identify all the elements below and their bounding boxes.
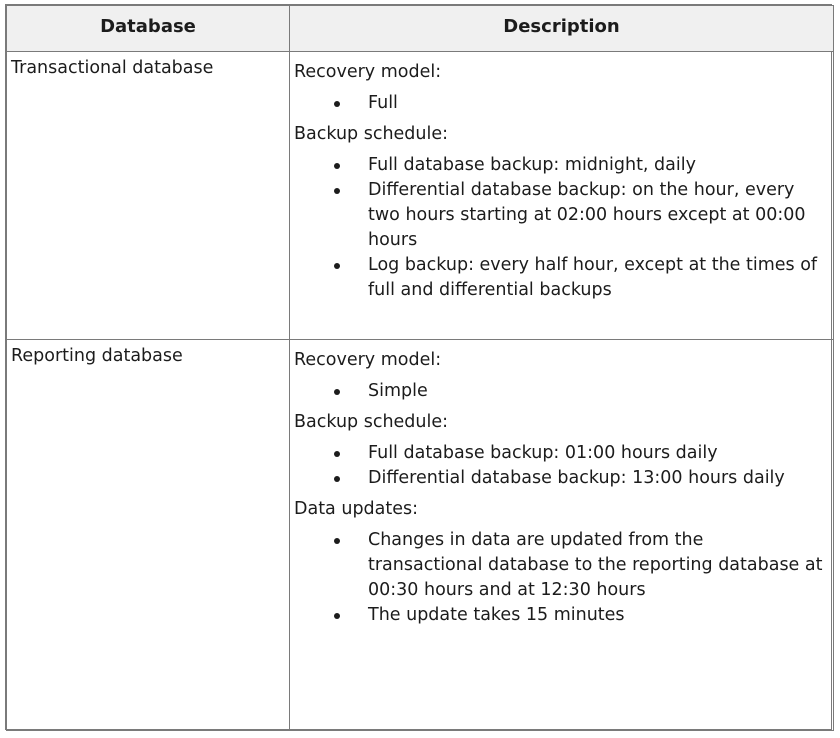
list-item: Full database backup: midnight, daily [368, 153, 829, 178]
data-updates-list [294, 528, 829, 628]
description-block [290, 340, 833, 628]
list-item: The update takes 15 minutes [368, 603, 829, 628]
cell-description [290, 52, 834, 340]
backup-schedule-label: Backup schedule: [294, 412, 449, 432]
table-row-transactional [7, 52, 834, 340]
list-item: Log backup: every half hour, except at the times of full and differential backups [368, 253, 829, 303]
list-item: Changes in data are updated from the transactional database to the reporting database at 00:30 hours and at 12:30 hours [368, 528, 829, 603]
header-description: Description [290, 6, 834, 52]
database-name: Transactional database [11, 58, 214, 78]
list-item: Full database backup: 01:00 hours daily [368, 441, 829, 466]
recovery-model-label: Recovery model: [294, 350, 442, 370]
database-table [6, 5, 834, 731]
cell-database-name [7, 52, 290, 340]
description-block [290, 52, 833, 303]
recovery-model-list [294, 91, 829, 116]
database-name: Reporting database [11, 346, 183, 366]
data-updates-label: Data updates: [294, 499, 419, 519]
list-item: Differential database backup: 13:00 hours daily [368, 466, 829, 491]
header-database: Database [7, 6, 290, 52]
cell-database-name [7, 340, 290, 731]
backup-schedule-list [294, 441, 829, 491]
list-item: Simple [368, 379, 829, 404]
database-table-container [5, 4, 832, 730]
table-row-reporting [7, 340, 834, 731]
list-item: Differential database backup: on the hour, every two hours starting at 02:00 hours except at 00:00 hours [368, 178, 829, 253]
list-item: Full [368, 91, 829, 116]
backup-schedule-list [294, 153, 829, 303]
cell-description [290, 340, 834, 731]
backup-schedule-label: Backup schedule: [294, 124, 449, 144]
recovery-model-label: Recovery model: [294, 62, 442, 82]
recovery-model-list [294, 379, 829, 404]
table-header-row [7, 6, 834, 52]
